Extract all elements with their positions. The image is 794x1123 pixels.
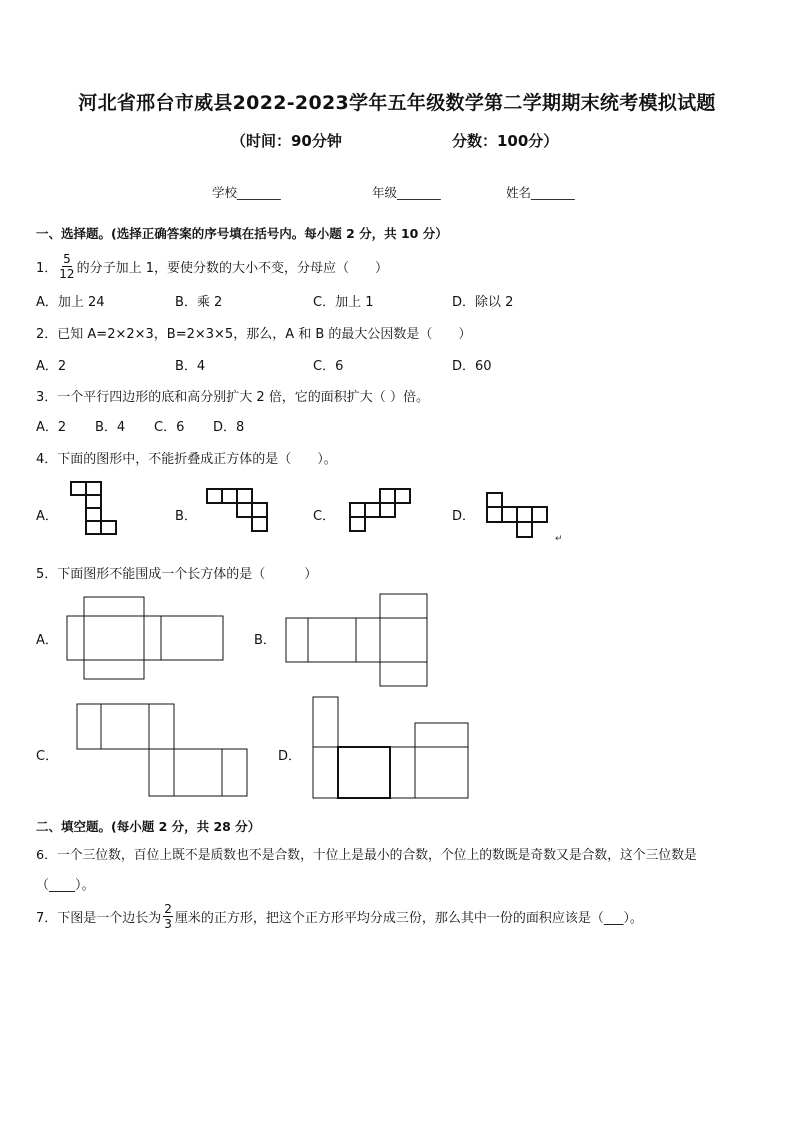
question-5: 5．下面图形不能围成一个长方体的是（ ） — [36, 567, 318, 582]
q3-option-b: B．4 — [95, 420, 126, 435]
q5-option-b: B． — [254, 633, 276, 648]
q5-option-d: D． — [278, 749, 302, 764]
q7-fraction — [163, 902, 173, 931]
page-title: 河北省邢台市威县2022-2023学年五年级数学第二学期期末统考模拟试题 — [78, 92, 716, 114]
q1-option-c: C．加上 1 — [313, 295, 374, 310]
q1-option-b: B．乘 2 — [175, 295, 223, 310]
q4-option-c: C． — [313, 509, 336, 524]
q7-frac-den: 3 — [164, 917, 172, 931]
question-6-line2: （____）。 — [36, 878, 95, 893]
q7-post: 厘米的正方形，把这个正方形平均分成三份，那么其中一份的面积应该是（___）。 — [174, 911, 643, 926]
q3-option-a: A．2 — [36, 420, 67, 435]
q4-option-a: A． — [36, 509, 58, 524]
question-2: 2．已知 A=2×2×3，B=2×3×5，那么，A 和 B 的最大公因数是（ ） — [36, 327, 472, 342]
q3-option-d: D．8 — [213, 420, 245, 435]
question-4: 4．下面的图形中，不能折叠成正方体的是（ ）。 — [36, 452, 337, 467]
q5-net-b — [286, 594, 427, 686]
q4-option-b: B． — [175, 509, 197, 524]
q1-option-a: A．加上 24 — [36, 295, 105, 310]
question-6-line1: 6．一个三位数，百位上既不是质数也不是合数，十位上是最小的合数，个位上的数既是奇数又是合数，这个三位数是 — [36, 848, 697, 863]
q5-net-c — [77, 704, 247, 796]
q4-option-d: D． — [452, 509, 476, 524]
section1-heading: 一、选择题。(选择正确答案的序号填在括号内。每小题 2 分，共 10 分） — [36, 226, 448, 241]
q2-option-b: B．4 — [175, 359, 206, 374]
q1-frac-den: 12 — [59, 267, 75, 281]
name-field: 姓名_______ — [506, 185, 575, 200]
q4-net-c — [350, 489, 410, 531]
q4-net-b — [207, 489, 267, 531]
q4-net-d — [487, 493, 547, 537]
q5-net-a — [67, 597, 223, 679]
question-7 — [36, 902, 643, 931]
return-mark: ↵ — [555, 534, 563, 544]
question-3: 3．一个平行四边形的底和高分别扩大 2 倍，它的面积扩大（ ）倍。 — [36, 390, 429, 405]
q5-option-a: A． — [36, 633, 58, 648]
q7-pre: 7．下图是一个边长为 — [36, 911, 162, 926]
q2-option-a: A．2 — [36, 359, 67, 374]
grade-field: 年级_______ — [372, 185, 441, 200]
time-label: （时间：90分钟 — [231, 132, 342, 150]
q1-option-d: D．除以 2 — [452, 295, 514, 310]
q1-frac-num: 5 — [63, 252, 71, 266]
q4-net-a — [71, 482, 116, 534]
school-field: 学校_______ — [212, 185, 281, 200]
q5-option-c: C． — [36, 749, 59, 764]
q5-net-d — [313, 697, 468, 798]
q2-option-c: C．6 — [313, 359, 344, 374]
q1-number: 1． — [36, 261, 58, 276]
q3-option-c: C．6 — [154, 420, 185, 435]
section2-heading: 二、填空题。(每小题 2 分，共 28 分） — [36, 819, 261, 834]
q2-option-d: D．60 — [452, 359, 492, 374]
score-label: 分数：100分） — [452, 132, 559, 150]
q1-text: 的分子加上 1，要使分数的大小不变，分母应（ ） — [76, 261, 388, 276]
q7-frac-num: 2 — [164, 902, 172, 916]
